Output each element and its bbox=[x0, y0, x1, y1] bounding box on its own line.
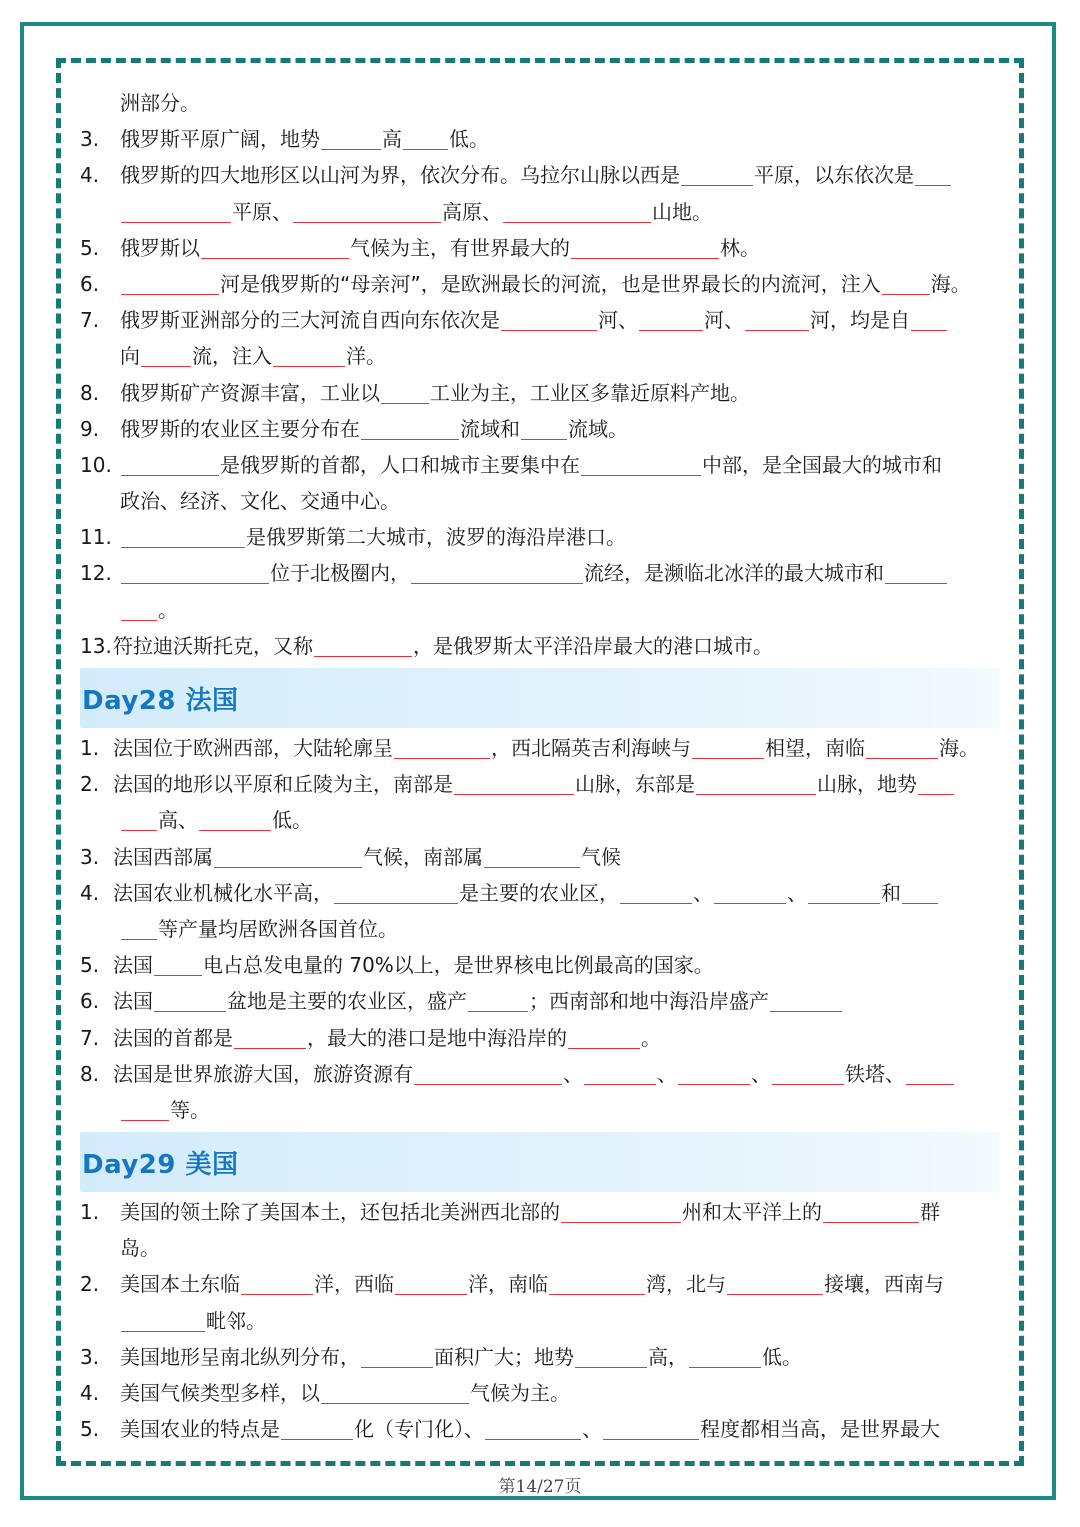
text-segment: 低。 bbox=[762, 1344, 802, 1369]
text-segment: 政治、经济、文化、交通中心。 bbox=[120, 489, 400, 514]
question-text bbox=[120, 157, 952, 193]
question-row bbox=[80, 411, 1000, 447]
answer-blank[interactable] bbox=[121, 598, 157, 621]
text-segment: 是俄罗斯的首都，人口和城市主要集中在 bbox=[220, 452, 580, 477]
question-row bbox=[80, 555, 1000, 591]
text-segment: 法国的首都是 bbox=[113, 1025, 233, 1050]
answer-blank[interactable] bbox=[689, 1345, 761, 1368]
question-text bbox=[113, 839, 621, 875]
question-text bbox=[120, 194, 712, 230]
text-segment: 法国的地形以平原和丘陵为主，南部是 bbox=[113, 772, 453, 797]
text-segment: 河是俄罗斯的“母亲河”，是欧洲最长的河流，也是世界最长的内流河，注入 bbox=[220, 271, 881, 296]
answer-blank[interactable] bbox=[468, 989, 528, 1012]
text-segment: 平原、 bbox=[232, 199, 292, 224]
text-segment: 气候 bbox=[581, 844, 621, 869]
question-number: 3. bbox=[80, 1344, 100, 1369]
question-text bbox=[120, 375, 750, 411]
answer-blank[interactable] bbox=[581, 453, 701, 476]
answer-blank[interactable] bbox=[906, 1062, 954, 1085]
text-segment: 洋，南临 bbox=[468, 1272, 548, 1297]
text-segment: 等。 bbox=[170, 1097, 210, 1122]
answer-blank[interactable] bbox=[918, 772, 954, 795]
answer-blank[interactable] bbox=[454, 772, 574, 795]
text-segment: 高原、 bbox=[442, 199, 502, 224]
question-text bbox=[120, 1375, 570, 1411]
text-segment: 河、 bbox=[704, 308, 744, 333]
question-row bbox=[80, 121, 1000, 157]
text-segment: 是主要的农业区， bbox=[459, 880, 619, 905]
question-text bbox=[113, 1020, 661, 1056]
text-segment: 铁塔、 bbox=[845, 1061, 905, 1086]
text-segment: 俄罗斯矿产资源丰富，工业以 bbox=[120, 380, 380, 405]
question-number: 6. bbox=[80, 271, 100, 296]
answer-blank[interactable] bbox=[334, 881, 458, 904]
question-number: 12. bbox=[80, 561, 112, 586]
text-segment: 法国 bbox=[113, 953, 153, 978]
question-number: 5. bbox=[80, 953, 100, 978]
text-segment: ，最大的港口是地中海沿岸的 bbox=[307, 1025, 567, 1050]
question-row bbox=[80, 85, 1000, 121]
answer-blank[interactable] bbox=[201, 236, 349, 259]
question-number: 13. bbox=[80, 633, 112, 658]
text-segment: 接壤，西南与 bbox=[824, 1272, 944, 1297]
question-number: 2. bbox=[80, 772, 100, 797]
answer-blank[interactable] bbox=[503, 200, 651, 223]
text-segment: 俄罗斯亚洲部分的三大河流自西向东依次是 bbox=[120, 308, 500, 333]
question-row bbox=[80, 766, 1000, 802]
question-row bbox=[80, 447, 1000, 483]
question-number: 7. bbox=[80, 308, 100, 333]
answer-blank[interactable] bbox=[485, 1417, 581, 1440]
question-number: 4. bbox=[80, 1381, 100, 1405]
question-text bbox=[120, 1266, 944, 1302]
answer-blank[interactable] bbox=[314, 634, 412, 657]
text-segment: 洲部分。 bbox=[120, 91, 200, 115]
text-segment: 山地。 bbox=[652, 199, 712, 224]
answer-blank[interactable] bbox=[882, 272, 930, 295]
text-segment: 林。 bbox=[720, 235, 760, 260]
text-segment: 山脉，东部是 bbox=[575, 772, 695, 797]
question-text bbox=[120, 1411, 940, 1447]
question-number: 8. bbox=[80, 380, 100, 405]
answer-blank[interactable] bbox=[154, 953, 202, 976]
question-row bbox=[80, 483, 1000, 519]
question-row bbox=[80, 230, 1000, 266]
question-number: 6. bbox=[80, 989, 100, 1014]
answer-blank[interactable] bbox=[745, 308, 809, 331]
answer-blank[interactable] bbox=[121, 200, 231, 223]
page-number: 第14/27页 bbox=[498, 1477, 582, 1497]
question-text bbox=[113, 947, 714, 983]
answer-blank[interactable] bbox=[121, 1309, 205, 1332]
question-row bbox=[80, 730, 1000, 766]
text-segment: 美国本土东临 bbox=[120, 1272, 240, 1297]
question-row bbox=[80, 1266, 1000, 1302]
question-row bbox=[80, 1194, 1000, 1230]
text-segment: 流，注入 bbox=[192, 344, 272, 369]
answer-blank[interactable] bbox=[681, 163, 753, 186]
answer-blank[interactable] bbox=[772, 1062, 844, 1085]
text-segment: 美国气候类型多样，以 bbox=[120, 1381, 320, 1405]
answer-blank[interactable] bbox=[911, 308, 947, 331]
text-segment: 、 bbox=[582, 1417, 602, 1442]
question-row bbox=[80, 628, 1000, 664]
answer-blank[interactable] bbox=[808, 881, 880, 904]
question-text bbox=[120, 1230, 160, 1266]
answer-blank[interactable] bbox=[484, 845, 580, 868]
text-segment: 和 bbox=[881, 880, 901, 905]
answer-blank[interactable] bbox=[561, 1200, 681, 1223]
question-row bbox=[80, 266, 1000, 302]
worksheet-content bbox=[80, 85, 1000, 1447]
answer-blank[interactable] bbox=[214, 845, 362, 868]
question-number: 3. bbox=[80, 844, 100, 869]
question-text bbox=[120, 519, 626, 555]
question-text bbox=[120, 266, 971, 302]
answer-blank[interactable] bbox=[568, 1026, 640, 1049]
answer-blank[interactable] bbox=[603, 1417, 699, 1440]
text-segment: 法国 bbox=[113, 989, 153, 1014]
text-segment: 美国的领土除了美国本土，还包括北美洲西北部的 bbox=[120, 1200, 560, 1225]
answer-blank[interactable] bbox=[584, 1062, 656, 1085]
text-segment: 气候为主。 bbox=[470, 1381, 570, 1405]
question-text bbox=[113, 983, 843, 1019]
question-row bbox=[80, 1092, 1000, 1128]
question-text bbox=[113, 875, 939, 911]
answer-blank[interactable] bbox=[714, 881, 786, 904]
answer-blank[interactable] bbox=[571, 236, 719, 259]
text-segment: 美国地形呈南北纵列分布， bbox=[120, 1344, 360, 1369]
answer-blank[interactable] bbox=[823, 1200, 919, 1223]
question-row bbox=[80, 302, 1000, 338]
answer-blank[interactable] bbox=[727, 1272, 823, 1295]
section-heading-text: Day29 美国 bbox=[82, 1150, 239, 1181]
answer-blank[interactable] bbox=[915, 163, 951, 186]
question-number: 9. bbox=[80, 416, 100, 441]
text-segment: 程度都相当高，是世界最大 bbox=[700, 1417, 940, 1442]
text-segment: ，西北隔英吉利海峡与 bbox=[491, 736, 691, 760]
text-segment: 气候为主，有世界最大的 bbox=[350, 235, 570, 260]
answer-blank[interactable] bbox=[639, 308, 703, 331]
question-text bbox=[120, 1194, 940, 1230]
text-segment: 。 bbox=[158, 597, 178, 622]
text-segment: 、 bbox=[787, 880, 807, 905]
question-number: 11. bbox=[80, 525, 112, 550]
question-text bbox=[113, 628, 773, 664]
text-segment: 海。 bbox=[939, 736, 979, 760]
text-segment: 群 bbox=[920, 1200, 940, 1225]
question-row bbox=[80, 1303, 1000, 1339]
question-number: 2. bbox=[80, 1272, 100, 1297]
text-segment: 高， bbox=[648, 1344, 688, 1369]
question-row bbox=[80, 839, 1000, 875]
text-segment: 相望，南临 bbox=[765, 736, 865, 760]
answer-blank[interactable] bbox=[293, 200, 441, 223]
question-number: 5. bbox=[80, 1417, 100, 1442]
text-segment: 湾，北与 bbox=[646, 1272, 726, 1297]
text-segment: 海。 bbox=[930, 271, 971, 296]
text-segment: 低。 bbox=[272, 808, 312, 833]
question-number: 8. bbox=[80, 1061, 100, 1086]
answer-blank[interactable] bbox=[403, 127, 448, 150]
text-segment: 岛。 bbox=[120, 1236, 160, 1261]
question-row bbox=[80, 1056, 1000, 1092]
question-text bbox=[120, 338, 386, 374]
question-number: 7. bbox=[80, 1025, 100, 1050]
text-segment: 低。 bbox=[449, 127, 489, 152]
question-text bbox=[120, 411, 628, 447]
text-segment: 化（专门化）、 bbox=[354, 1417, 484, 1442]
text-segment: 流域和 bbox=[460, 416, 520, 441]
text-segment: 洋。 bbox=[346, 344, 386, 369]
question-row bbox=[80, 194, 1000, 230]
text-segment: 、 bbox=[751, 1061, 771, 1086]
text-segment: 电占总发电量的 70%以上，是世界核电比例最高的国家。 bbox=[203, 953, 714, 978]
text-segment: 向 bbox=[120, 344, 140, 369]
answer-blank[interactable] bbox=[414, 1062, 562, 1085]
question-row bbox=[80, 1411, 1000, 1447]
question-row bbox=[80, 375, 1000, 411]
section-heading-text: Day28 法国 bbox=[82, 686, 239, 716]
question-row bbox=[80, 1375, 1000, 1411]
answer-blank[interactable] bbox=[121, 1098, 169, 1121]
answer-blank[interactable] bbox=[866, 736, 938, 759]
question-row bbox=[80, 875, 1000, 911]
question-row bbox=[80, 911, 1000, 947]
text-segment: 俄罗斯平原广阔，地势 bbox=[120, 127, 320, 152]
question-text bbox=[120, 85, 200, 121]
question-text bbox=[120, 483, 400, 519]
text-segment: 毗邻。 bbox=[206, 1308, 266, 1333]
answer-blank[interactable] bbox=[121, 808, 157, 831]
text-segment: 面积广大；地势 bbox=[434, 1344, 574, 1369]
answer-blank[interactable] bbox=[121, 917, 157, 940]
text-segment: 位于北极圈内， bbox=[270, 561, 410, 586]
question-number: 10. bbox=[80, 452, 112, 477]
answer-blank[interactable] bbox=[521, 417, 567, 440]
answer-blank[interactable] bbox=[549, 1272, 645, 1295]
question-row bbox=[80, 947, 1000, 983]
text-segment: 高、 bbox=[158, 808, 198, 833]
text-segment: 平原，以东依次是 bbox=[754, 163, 914, 188]
answer-blank[interactable] bbox=[902, 881, 938, 904]
text-segment: 俄罗斯的四大地形区以山河为界，依次分布。乌拉尔山脉以西是 bbox=[120, 163, 680, 188]
question-row bbox=[80, 802, 1000, 838]
answer-blank[interactable] bbox=[395, 1272, 467, 1295]
answer-blank[interactable] bbox=[321, 127, 381, 150]
text-segment: 法国西部属 bbox=[113, 844, 213, 869]
text-segment: 符拉迪沃斯托克，又称 bbox=[113, 633, 313, 658]
question-text bbox=[113, 766, 955, 802]
answer-blank[interactable] bbox=[361, 417, 459, 440]
answer-blank[interactable] bbox=[121, 453, 219, 476]
answer-blank[interactable] bbox=[121, 561, 269, 584]
question-row bbox=[80, 1230, 1000, 1266]
text-segment: 是俄罗斯第二大城市，波罗的海沿岸港口。 bbox=[246, 525, 626, 550]
question-number: 4. bbox=[80, 163, 100, 188]
text-segment: 山脉，地势 bbox=[817, 772, 917, 797]
answer-blank[interactable] bbox=[361, 1345, 433, 1368]
answer-blank[interactable] bbox=[241, 1272, 313, 1295]
answer-blank[interactable] bbox=[770, 989, 842, 1012]
text-segment: 等产量均居欧洲各国首位。 bbox=[158, 916, 398, 941]
answer-blank[interactable] bbox=[273, 344, 345, 367]
answer-blank[interactable] bbox=[381, 381, 429, 404]
text-segment: 、 bbox=[563, 1061, 583, 1086]
question-text bbox=[120, 302, 948, 338]
answer-blank[interactable] bbox=[696, 772, 816, 795]
question-text bbox=[120, 230, 760, 266]
text-segment: 河，均是自 bbox=[810, 308, 910, 333]
question-text bbox=[113, 730, 979, 766]
answer-blank[interactable] bbox=[575, 1345, 647, 1368]
question-row bbox=[80, 592, 1000, 628]
answer-blank[interactable] bbox=[885, 561, 947, 584]
question-text bbox=[120, 447, 942, 483]
question-text bbox=[120, 1303, 266, 1339]
question-number: 1. bbox=[80, 1200, 100, 1225]
text-segment: 法国农业机械化水平高， bbox=[113, 880, 333, 905]
answer-blank[interactable] bbox=[234, 1026, 306, 1049]
question-text bbox=[120, 911, 398, 947]
text-segment: 俄罗斯以 bbox=[120, 235, 200, 260]
question-row bbox=[80, 983, 1000, 1019]
answer-blank[interactable] bbox=[411, 561, 583, 584]
question-text bbox=[120, 1339, 802, 1375]
answer-blank[interactable] bbox=[692, 736, 764, 759]
section-heading-day29 bbox=[80, 1132, 1000, 1192]
question-row bbox=[80, 519, 1000, 555]
question-text bbox=[120, 121, 489, 157]
text-segment: 流域。 bbox=[568, 416, 628, 441]
question-row bbox=[80, 338, 1000, 374]
answer-blank[interactable] bbox=[501, 308, 597, 331]
text-segment: ；西南部和地中海沿岸盛产 bbox=[529, 989, 769, 1014]
text-segment: 、 bbox=[657, 1061, 677, 1086]
text-segment: 高 bbox=[382, 127, 402, 152]
section-heading-day28 bbox=[80, 668, 1000, 728]
text-segment: 中部，是全国最大的城市和 bbox=[702, 452, 942, 477]
question-number: 4. bbox=[80, 880, 100, 905]
text-segment: 美国农业的特点是 bbox=[120, 1417, 280, 1442]
text-segment: 。 bbox=[641, 1025, 661, 1050]
text-segment: 洋，西临 bbox=[314, 1272, 394, 1297]
answer-blank[interactable] bbox=[199, 808, 271, 831]
text-segment: 气候，南部属 bbox=[363, 844, 483, 869]
answer-blank[interactable] bbox=[121, 525, 245, 548]
question-text bbox=[120, 1092, 210, 1128]
answer-blank[interactable] bbox=[121, 272, 219, 295]
question-number: 1. bbox=[80, 736, 100, 760]
question-row bbox=[80, 1020, 1000, 1056]
text-segment: 法国是世界旅游大国，旅游资源有 bbox=[113, 1061, 413, 1086]
answer-blank[interactable] bbox=[620, 881, 692, 904]
answer-blank[interactable] bbox=[281, 1417, 353, 1440]
answer-blank[interactable] bbox=[394, 736, 490, 759]
text-segment: 工业为主，工业区多靠近原料产地。 bbox=[430, 380, 750, 405]
text-segment: 州和太平洋上的 bbox=[682, 1200, 822, 1225]
text-segment: 河、 bbox=[598, 308, 638, 333]
question-text bbox=[113, 1056, 955, 1092]
text-segment: 流经，是濒临北冰洋的最大城市和 bbox=[584, 561, 884, 586]
question-text bbox=[120, 802, 312, 838]
question-text bbox=[120, 592, 178, 628]
text-segment: 俄罗斯的农业区主要分布在 bbox=[120, 416, 360, 441]
text-segment: 、 bbox=[693, 880, 713, 905]
answer-blank[interactable] bbox=[678, 1062, 750, 1085]
text-segment: 法国位于欧洲西部，大陆轮廓呈 bbox=[113, 736, 393, 760]
text-segment: ，是俄罗斯太平洋沿岸最大的港口城市。 bbox=[413, 633, 773, 658]
answer-blank[interactable] bbox=[154, 989, 226, 1012]
answer-blank[interactable] bbox=[321, 1381, 469, 1404]
question-number: 5. bbox=[80, 235, 100, 260]
question-text bbox=[120, 555, 948, 591]
text-segment: 盆地是主要的农业区，盛产 bbox=[227, 989, 467, 1014]
question-number: 3. bbox=[80, 127, 100, 152]
question-row bbox=[80, 157, 1000, 193]
question-row bbox=[80, 1339, 1000, 1375]
answer-blank[interactable] bbox=[141, 344, 191, 367]
